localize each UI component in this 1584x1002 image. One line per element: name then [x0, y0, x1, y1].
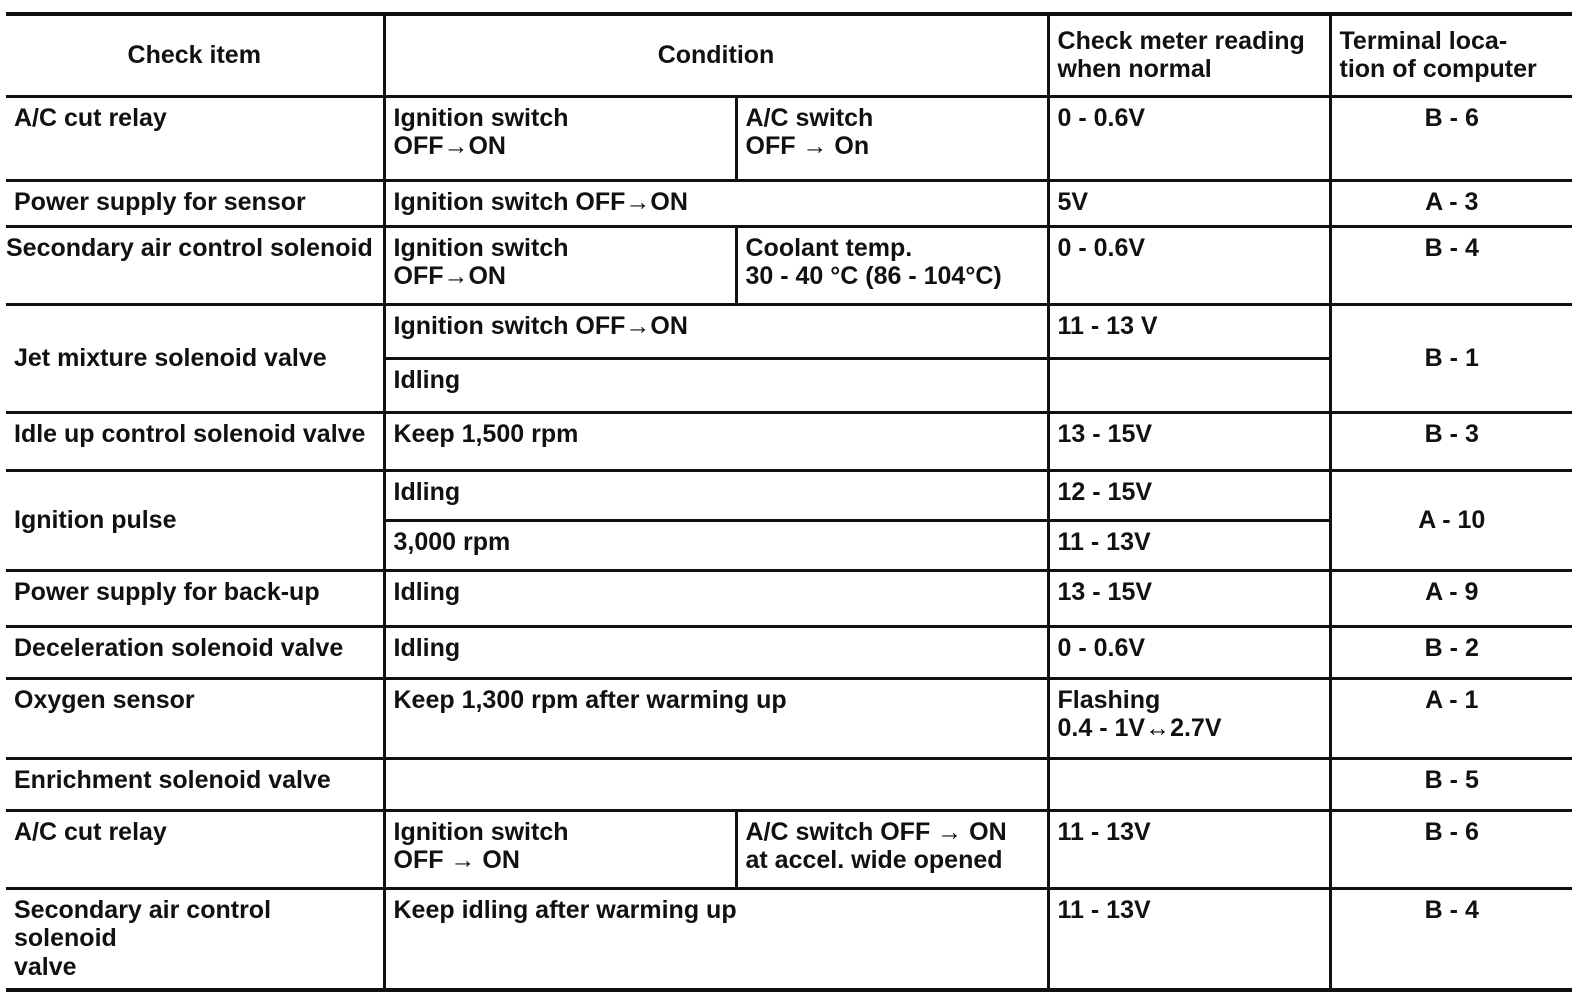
table-row	[6, 180, 1572, 226]
check-item-cell: Jet mixture solenoid valve	[6, 304, 384, 412]
table-header-row	[6, 14, 1572, 96]
check-item-cell: Oxygen sensor	[6, 678, 384, 758]
header-meter-reading: Check meter reading when normal	[1048, 14, 1330, 96]
condition-cell: Keep 1,500 rpm	[384, 412, 1048, 470]
check-item-cell: Power supply for back-up	[6, 570, 384, 626]
meter-reading-cell: Flashing 0.4 - 1V↔2.7V	[1048, 678, 1330, 758]
condition-cell: Idling	[384, 626, 1048, 678]
terminal-cell: B - 1	[1330, 304, 1572, 412]
terminal-cell: B - 2	[1330, 626, 1572, 678]
meter-reading-cell	[1048, 758, 1330, 810]
meter-reading-cell: 11 - 13 V	[1048, 304, 1330, 358]
check-table	[6, 12, 1572, 992]
condition-cell: Keep 1,300 rpm after warming up	[384, 678, 1048, 758]
meter-reading-cell: 0 - 0.6V	[1048, 626, 1330, 678]
meter-reading-cell: 0 - 0.6V	[1048, 96, 1330, 180]
terminal-cell: B - 3	[1330, 412, 1572, 470]
check-item-cell: Ignition pulse	[6, 470, 384, 570]
condition-cell: Idling	[384, 470, 1048, 520]
table-row	[6, 412, 1572, 470]
terminal-cell: B - 5	[1330, 758, 1572, 810]
meter-reading-cell: 11 - 13V	[1048, 810, 1330, 888]
condition-cell: Ignition switch OFF→ON	[384, 226, 736, 304]
terminal-cell: A - 9	[1330, 570, 1572, 626]
condition-cell: Idling	[384, 570, 1048, 626]
condition-cell: Ignition switch OFF→ON	[384, 96, 736, 180]
check-item-cell: A/C cut relay	[6, 810, 384, 888]
terminal-cell: B - 6	[1330, 810, 1572, 888]
meter-reading-cell: 11 - 13V	[1048, 520, 1330, 570]
table-row	[6, 626, 1572, 678]
condition-cell: Keep idling after warming up	[384, 888, 1048, 990]
condition-cell: Ignition switch OFF → ON	[384, 810, 736, 888]
meter-reading-cell	[1048, 358, 1330, 412]
check-item-cell: Deceleration solenoid valve	[6, 626, 384, 678]
meter-reading-cell: 0 - 0.6V	[1048, 226, 1330, 304]
header-terminal-location: Terminal loca- tion of computer	[1330, 14, 1572, 96]
terminal-cell: B - 6	[1330, 96, 1572, 180]
table-row	[6, 304, 1572, 358]
check-item-cell: Secondary air control solenoid valve	[6, 888, 384, 990]
table-row	[6, 888, 1572, 990]
table-row	[6, 758, 1572, 810]
check-item-cell: Idle up control solenoid valve	[6, 412, 384, 470]
table-row	[6, 810, 1572, 888]
condition-cell: Ignition switch OFF→ON	[384, 180, 1048, 226]
terminal-cell: B - 4	[1330, 888, 1572, 990]
meter-reading-cell: 13 - 15V	[1048, 570, 1330, 626]
condition-cell: Coolant temp. 30 - 40 °C (86 - 104°C)	[736, 226, 1048, 304]
table-row	[6, 96, 1572, 180]
condition-cell: 3,000 rpm	[384, 520, 1048, 570]
condition-cell: A/C switch OFF → On	[736, 96, 1048, 180]
meter-reading-cell: 12 - 15V	[1048, 470, 1330, 520]
check-item-cell: Enrichment solenoid valve	[6, 758, 384, 810]
meter-reading-cell: 5V	[1048, 180, 1330, 226]
condition-cell: Ignition switch OFF→ON	[384, 304, 1048, 358]
meter-reading-cell: 13 - 15V	[1048, 412, 1330, 470]
condition-cell: A/C switch OFF → ON at accel. wide opened	[736, 810, 1048, 888]
terminal-cell: A - 1	[1330, 678, 1572, 758]
table-row	[6, 570, 1572, 626]
meter-reading-cell: 11 - 13V	[1048, 888, 1330, 990]
condition-cell: Idling	[384, 358, 1048, 412]
table-row	[6, 470, 1572, 520]
terminal-cell: B - 4	[1330, 226, 1572, 304]
condition-cell	[384, 758, 1048, 810]
check-item-cell: A/C cut relay	[6, 96, 384, 180]
check-item-cell: Power supply for sensor	[6, 180, 384, 226]
terminal-cell: A - 3	[1330, 180, 1572, 226]
terminal-cell: A - 10	[1330, 470, 1572, 570]
header-condition: Condition	[384, 14, 1048, 96]
check-item-cell: Secondary air control solenoid	[6, 226, 384, 304]
table-row	[6, 226, 1572, 304]
header-check-item: Check item	[6, 14, 384, 96]
table-row	[6, 678, 1572, 758]
